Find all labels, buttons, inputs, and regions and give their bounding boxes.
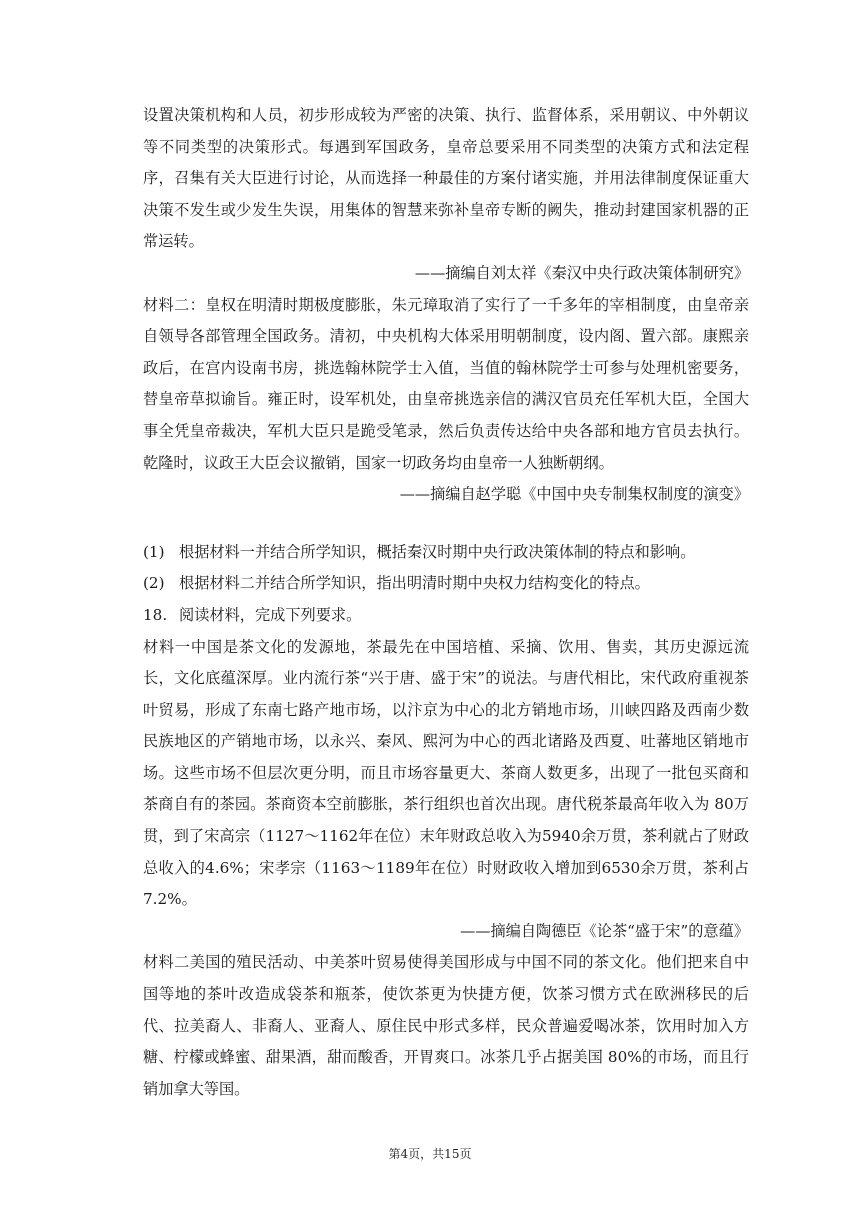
page-footer: 第4页，共15页 [388,1147,472,1161]
question-2-number: (2) [143,574,165,593]
material-2: 材料二：皇权在明清时期极度膨胀，朱元璋取消了实行了一千多年的宰相制度，由皇帝亲自领导各部管理全国政务。清初，中央机构大体采用明朝制度，设内阁、置六部。康熙亲政后，在宫内设南书房，挑选翰林院学士入值，当值的翰林院学士可参与处理机密要务，替皇帝草拟谕旨。雍正时，设军机处，由皇帝挑选亲信的满汉官员充任军机大臣，全国大事全凭皇帝裁决，军机大臣只是跪受笔录，然后负责传达给中央各部和地方官员去执行。乾隆时，议政王大臣会议撤销，国家一切政务均由皇帝一人独断朝纲。 [143,295,749,472]
question-1 [143,537,749,569]
question-18-heading [143,600,749,632]
material-3: 材料一中国是茶文化的发源地，茶最先在中国培植、采摘、饮用、售卖，其历史源远流长，文化底蕴深厚。业内流行茶“兴于唐、盛于宋”的说法。与唐代相比，宋代政府重视茶叶贸易，形成了东南七路产地市场，以汴京为中心的北方销地市场，川峡四路及西南少数民族地区的产销地市场，以永兴、秦风、熙河为中心的西北诸路及西夏、吐蕃地区销地市场。这些市场不但层次更分明，而且市场容量更大、茶商人数更多，出现了一批包买商和茶商自有的茶园。茶商资本空前膨胀，茶行组织也首次出现。唐代税茶最高年收入为 80万贯，到了宋高宗（1127～1162年在位）末年财政总收入为5940余万贯，茶利就占了财政总收入的4.6%；宋孝宗（1163～1189年在位）时财政收入增加到6530余万贯，茶利占7.2%。 [143,637,749,909]
material-1-continued: 设置决策机构和人员，初步形成较为严密的决策、执行、监督体系，采用朝议、中外朝议等不同类型的决策形式。每遇到军国政务，皇帝总要采用不同类型的决策方式和法定程序，召集有关大臣进行讨论，从而选择一种最佳的方案付诸实施，并用法律制度保证重大决策不发生或少发生失误，用集体的智慧来弥补皇帝专断的阙失，推动封建国家机器的正常运转。 [143,106,749,251]
document-body [143,100,749,1105]
question-1-text: 根据材料一并结合所学知识，概括秦汉时期中央行政决策体制的特点和影响。 [179,542,696,561]
citation-3: ——摘编自陶德臣《论茶“盛于宋”的意蕴》 [460,921,749,940]
question-1-number: (1) [143,542,165,561]
spacer [143,511,749,537]
question-18-number: 18. [143,605,168,624]
question-2 [143,568,749,600]
question-2-text: 根据材料二并结合所学知识，指出明清时期中央权力结构变化的特点。 [179,574,650,593]
question-18-text: 阅读材料，完成下列要求。 [179,605,362,624]
material-4: 材料二美国的殖民活动、中美茶叶贸易使得美国形成与中国不同的茶文化。他们把来自中国等地的茶叶改造成袋茶和瓶茶，使饮茶更为快捷方便，饮茶习惯方式在欧洲移民的后代、拉美裔人、非裔人、亚裔人、原住民中形式多样，民众普遍爱喝冰茶，饮用时加入方糖、柠檬或蜂蜜、甜果酒，甜而酸香，开胃爽口。冰茶几乎占据美国 80%的市场，而且行销加拿大等国。 [143,953,749,1098]
citation-2: ——摘编自赵学聪《中国中央专制集权制度的演变》 [399,485,749,504]
citation-1: ——摘编自刘太祥《秦汉中央行政决策体制研究》 [414,263,749,282]
